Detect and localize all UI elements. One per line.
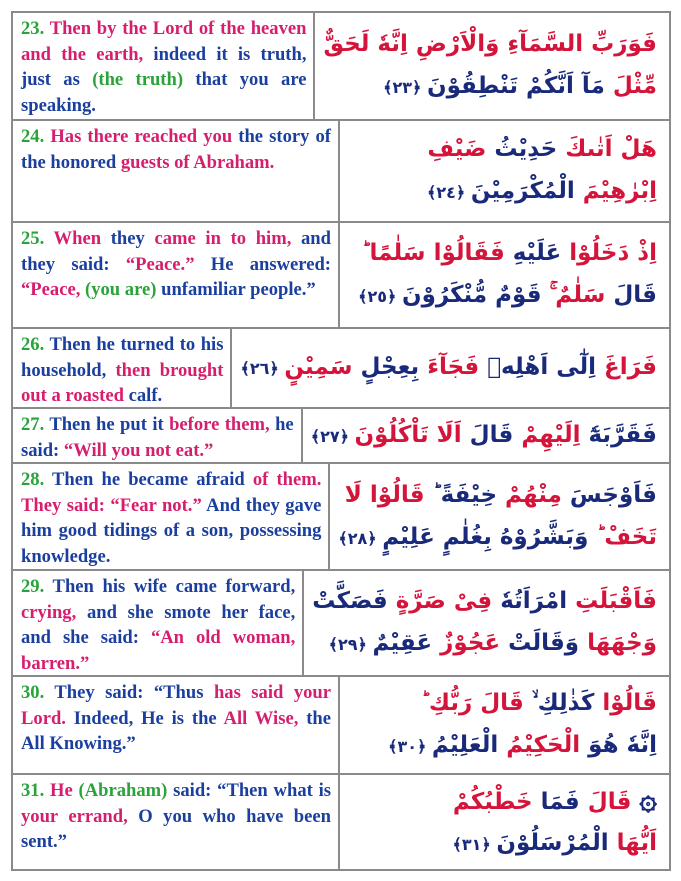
english-text-segment: Then he put it	[44, 414, 164, 435]
arabic-text-segment: الْمُرْسَلُوْنَ	[496, 830, 617, 856]
english-cell	[13, 677, 340, 773]
arabic-cell	[340, 677, 669, 773]
english-text-segment: crying,	[21, 601, 77, 623]
arabic-cell	[340, 775, 669, 869]
arabic-text-segment: قَالَ	[469, 421, 522, 448]
english-text-segment: 25.	[21, 228, 45, 249]
english-text-segment: they	[101, 228, 145, 249]
english-text-segment: Then he turned to his household,	[21, 334, 224, 381]
english-text-segment: your errand,	[21, 805, 128, 827]
english-text-segment: And they gave him good tidings of a son, possessing knowledge.	[21, 494, 322, 567]
english-text-segment: (Abraham)	[72, 780, 168, 801]
arabic-text-segment: فَاَقْبَلَتِ	[575, 588, 657, 614]
arabic-text-segment: سَلٰمٌ ۚ	[549, 282, 614, 308]
english-text-segment: indeed it is truth, just as	[21, 43, 307, 90]
english-text-segment: then brought out a roasted	[21, 359, 224, 406]
english-text-segment: of them. They said: “Fear not.”	[21, 469, 322, 516]
arabic-text-segment: اِلٰٓى اَهْلِهٖ	[487, 354, 605, 380]
english-text-segment: He	[44, 780, 73, 801]
english-text-segment: “Peace,	[21, 279, 86, 300]
arabic-cell	[304, 571, 669, 675]
ayah-number-mark: ﴿٣١﴾	[452, 835, 497, 854]
english-text-segment: and they said:	[21, 228, 331, 275]
english-text-segment: All Wise,	[216, 707, 299, 729]
english-cell	[13, 409, 303, 462]
english-text-segment: “Peace.”	[125, 253, 195, 275]
english-text-segment: unfamiliar people.”	[156, 279, 316, 300]
arabic-line	[348, 822, 657, 865]
english-text-segment: came in to him,	[144, 228, 292, 249]
arabic-text-segment: الْمُكْرَمِيْنَ	[470, 178, 583, 204]
english-text-segment: 30.	[21, 682, 45, 703]
english-text-segment: that you are speaking.	[21, 69, 307, 116]
verse-row-24	[13, 119, 669, 221]
ayah-number-mark: ﴿٢٧﴾	[310, 426, 355, 446]
english-cell	[13, 329, 232, 407]
arabic-line	[338, 516, 657, 560]
verse-row-29	[13, 569, 669, 675]
arabic-cell	[303, 409, 669, 462]
arabic-line	[348, 779, 657, 822]
english-text-segment: “Will you not eat.”	[63, 439, 214, 461]
ayah-number-mark: ﴿٣٠﴾	[388, 737, 432, 756]
english-cell	[13, 121, 340, 221]
arabic-text-segment: الْعَلِيْمُ	[431, 732, 507, 758]
english-text-segment: 27.	[21, 414, 45, 435]
english-text-segment: 23.	[21, 18, 45, 39]
arabic-text-segment: وَجْهَهَا	[587, 630, 657, 656]
arabic-text-segment: سَمِيْنٍ	[284, 354, 361, 380]
english-cell	[13, 571, 304, 675]
arabic-text-segment: مِنْهُمْ	[505, 481, 570, 508]
arabic-text-segment: حَدِيْثُ	[494, 136, 566, 162]
arabic-line	[348, 128, 657, 170]
english-text-segment: before them,	[163, 414, 270, 435]
arabic-text-segment: امْرَاَتُهٗ	[500, 588, 576, 614]
arabic-text-segment: قَالُوْا لَا	[344, 481, 433, 508]
arabic-text-segment: قَوْمٌ مُّنْكَرُوْنَ	[401, 282, 550, 308]
arabic-text-segment: فَاَوْجَسَ	[569, 481, 657, 508]
arabic-line	[338, 474, 657, 516]
ayah-number-mark: ﴿٢٩﴾	[328, 635, 373, 654]
arabic-line	[312, 580, 657, 622]
english-text-segment: 24.	[21, 126, 45, 147]
arabic-line	[348, 682, 657, 724]
arabic-text-segment: عَقِيْمٌ	[372, 630, 441, 656]
arabic-text-segment: اِنَّهٗ لَحَقٌّ	[323, 31, 416, 57]
english-text-segment: He answered:	[194, 253, 331, 275]
english-text-segment: has said your Lord.	[21, 682, 332, 729]
arabic-text-segment: اِلَيْهِمْ	[521, 421, 589, 448]
arabic-text-segment: وَبَشَّرُوْهُ	[499, 523, 597, 550]
arabic-cell	[330, 464, 669, 569]
english-text-segment: Has there reached you	[44, 126, 233, 147]
arabic-text-segment: وَقَالَتْ	[508, 630, 588, 656]
arabic-text-segment: اِبْرٰهِيْمَ	[582, 178, 657, 204]
english-text-segment: Indeed, He is the	[65, 707, 217, 729]
arabic-text-segment: تَخَفْ ؕ	[596, 523, 657, 550]
ayah-number-mark: ﴿٢٨﴾	[338, 528, 383, 548]
rub-el-hizb-icon: ۞	[639, 782, 657, 817]
english-cell	[13, 13, 315, 119]
arabic-text-segment: فَصَكَّتْ	[312, 588, 396, 614]
english-text-segment: Then he became afraid	[44, 469, 245, 490]
english-text-segment: Then his wife came forward,	[44, 576, 296, 597]
english-text-segment: 26.	[21, 334, 45, 355]
english-text-segment: he said:	[21, 414, 294, 461]
english-text-segment: 29.	[21, 576, 45, 597]
arabic-cell	[315, 13, 669, 119]
arabic-text-segment: قَالُوْا	[602, 690, 657, 716]
arabic-text-segment: فَرَاغَ	[604, 354, 657, 380]
english-text-segment: Then by the Lord of the heaven and the earth,	[21, 18, 307, 65]
arabic-text-segment: اِذْ دَخَلُوْا	[569, 240, 657, 266]
arabic-text-segment: فَوَرَبِّ السَّمَآءِ وَالْاَرْضِ	[415, 31, 657, 57]
arabic-text-segment: عَلَيْهِ	[512, 240, 570, 266]
verse-row-27	[13, 407, 669, 462]
arabic-line	[323, 65, 657, 109]
english-text-segment: When	[44, 228, 102, 249]
arabic-text-segment: بِعِجْلٍ	[360, 354, 428, 380]
english-text-segment: and she smote her face, and she said:	[21, 601, 296, 648]
arabic-text-segment: ضَيْفِ	[427, 136, 495, 162]
arabic-text-segment: بِغُلٰمٍ عَلِيْمٍ	[382, 523, 500, 550]
arabic-cell	[340, 121, 669, 221]
arabic-line	[311, 414, 657, 458]
verse-row-26	[13, 327, 669, 407]
english-text-segment: guests of Abraham.	[116, 151, 275, 173]
arabic-cell	[340, 223, 669, 327]
arabic-line	[323, 23, 657, 65]
arabic-text-segment: فَجَآءَ	[427, 354, 488, 380]
verse-row-23	[13, 13, 669, 119]
arabic-cell	[232, 329, 669, 407]
arabic-text-segment: اِنَّهٗ هُوَ	[588, 732, 657, 758]
arabic-text-segment: قَالَ	[587, 789, 640, 815]
english-text-segment: the story of the honored	[21, 126, 331, 173]
english-text-segment: (the truth)	[92, 69, 184, 90]
arabic-text-segment: سَلٰمًا ؕ	[361, 240, 434, 266]
arabic-line	[240, 346, 657, 390]
arabic-text-segment: اَيُّهَا	[616, 830, 657, 856]
arabic-text-segment: اَلَا تَاْكُلُوْنَ	[354, 421, 470, 448]
english-cell	[13, 223, 340, 327]
arabic-line	[348, 724, 657, 768]
ayah-number-mark: ﴿٢٣﴾	[383, 78, 427, 97]
english-cell	[13, 464, 330, 569]
arabic-line	[348, 232, 657, 274]
arabic-text-segment: مَآ اَنَّكُمْ تَنْطِقُوْنَ	[426, 73, 613, 99]
arabic-text-segment: قَالَ	[613, 282, 657, 308]
arabic-text-segment: هَلْ اَتٰىكَ	[565, 136, 657, 162]
ayah-number-mark: ﴿٢٦﴾	[240, 359, 285, 378]
arabic-text-segment: فَقَالُوْا	[433, 240, 513, 266]
arabic-line	[348, 274, 657, 318]
ayah-number-mark: ﴿٢٤﴾	[426, 183, 471, 202]
verse-row-30	[13, 675, 669, 773]
english-text-segment: “An old woman, barren.”	[21, 627, 296, 674]
english-text-segment: said: “Then what is	[167, 780, 331, 801]
arabic-text-segment: قَالَ رَبُّكِ ؕ	[420, 690, 532, 716]
verse-row-25	[13, 221, 669, 327]
arabic-line	[348, 170, 657, 214]
arabic-text-segment: الْحَكِيْمُ	[506, 732, 589, 758]
arabic-text-segment: فَقَرَّبَهٗٓ	[588, 421, 657, 448]
english-text-segment: the All Knowing.”	[21, 707, 331, 754]
english-text-segment: They said: “Thus	[44, 682, 204, 703]
english-text-segment: calf.	[123, 385, 163, 406]
verse-row-31	[13, 773, 669, 869]
english-cell	[13, 775, 340, 869]
arabic-text-segment: كَذٰلِكِ ۙ	[531, 690, 603, 716]
verse-row-28	[13, 462, 669, 569]
arabic-text-segment: عَجُوْزٌ	[440, 630, 509, 656]
english-text-segment: 28.	[21, 469, 45, 490]
arabic-text-segment: خَطْبُكُمْ	[452, 789, 541, 815]
arabic-text-segment: خِيْفَةً ؕ	[432, 481, 506, 508]
ayah-number-mark: ﴿٢٥﴾	[358, 287, 402, 306]
english-text-segment: O you who have been sent.”	[21, 805, 331, 852]
arabic-text-segment: مِّثْلَ	[612, 73, 657, 99]
arabic-text-segment: فِىْ صَرَّةٍ	[395, 588, 501, 614]
english-text-segment: 31.	[21, 780, 45, 801]
english-text-segment: (you are)	[85, 279, 157, 300]
arabic-text-segment: فَمَا	[540, 789, 588, 815]
arabic-line	[312, 622, 657, 666]
translation-table	[11, 11, 671, 871]
